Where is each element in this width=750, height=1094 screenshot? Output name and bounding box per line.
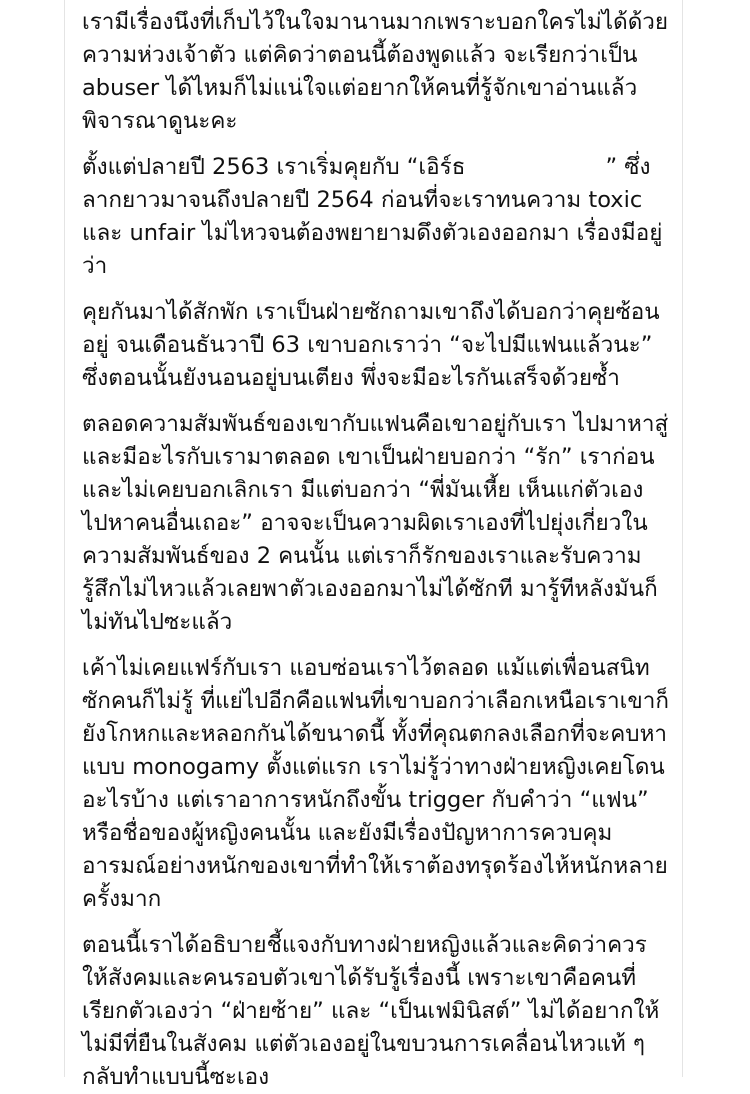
paragraph-2-end: ” ซึ่งลากยาวมาจนถึงปลายปี 2564 ก่อนที่จะเราทนความ toxic และ unfair ไม่ไหวจนต้องพยายามดึงตัวเองออกมา เรื่องมีอยู่ว่า bbox=[82, 154, 663, 279]
paragraph-2-start: ตั้งแต่ปลายปี 2563 เราเริ่มคุยกับ “เอิร์ธ bbox=[82, 154, 466, 180]
post-body bbox=[82, 6, 672, 1094]
right-border bbox=[682, 0, 683, 1077]
paragraph-4: ตลอดความสัมพันธ์ของเขากับแฟนคือเขาอยู่กับเรา ไปมาหาสู่และมีอะไรกับเรามาตลอด เขาเป็นฝ่ายบอกว่า “รัก” เราก่อนและไม่เคยบอกเลิกเรา มีแต่บอกว่า “พี่มันเหี้ย เห็นแก่ตัวเอง ไปหาคนอื่นเถอะ” อาจจะเป็นความผิดเราเองที่ไปยุ่งเกี่ยวในความสัมพันธ์ของ 2 คนนั้น แต่เราก็รักของเราและรับความรู้สึกไม่ไหวแล้วเลยพาตัวเองออกมาไม่ได้ซักที มารู้ทีหลังมันก็ไม่ทันไปซะแล้ว bbox=[82, 411, 669, 635]
paragraph-1: เรามีเรื่องนึงที่เก็บไว้ในใจมานานมากเพราะบอกใครไม่ได้ด้วยความห่วงเจ้าตัว แต่คิดว่าตอนนี้ต้องพูดแล้ว จะเรียกว่าเป็น abuser ได้ไหมก็ไม่แน่ใจแต่อยากให้คนที่รู้จักเขาอ่านแล้วพิจารณาดูนะคะ bbox=[82, 9, 669, 134]
paragraph-5: เค้าไม่เคยแฟร์กับเรา แอบซ่อนเราไว้ตลอด แม้แต่เพื่อนสนิทซักคนก็ไม่รู้ ที่แย่ไปอีกคือแฟนที่เขาบอกว่าเลือกเหนือเราเขาก็ยังโกหกและหลอกกันได้ขนาดนี้ ทั้งที่คุณตกลงเลือกที่จะคบหาแบบ monogamy ตั้งแต่แรก เราไม่รู้ว่าทางฝ่ายหญิงเคยโดนอะไรบ้าง แต่เราอาการหนักถึงขั้น trigger กับคำว่า “แฟน” หรือชื่อของผู้หญิงคนนั้น และยังมีเรื่องปัญหาการควบคุมอารมณ์อย่างหนักของเขาที่ทำให้เราต้องทรุดร้องไห้หนักหลายครั้งมาก bbox=[82, 655, 669, 912]
paragraph-6: ตอนนี้เราได้อธิบายชี้แจงกับทางฝ่ายหญิงแล้วและคิดว่าควรให้สังคมและคนรอบตัวเขาได้รับรู้เรื่องนี้ เพราะเขาคือคนที่เรียกตัวเองว่า “ฝ่ายซ้าย” และ “เป็นเฟมินิสต์” ไม่ได้อยากให้ไม่มีที่ยืนในสังคม แต่ตัวเองอยู่ในขบวนการเคลื่อนไหวแท้ ๆ กลับทำแบบนี้ซะเอง bbox=[82, 932, 660, 1090]
paragraph-2 bbox=[82, 151, 672, 283]
redacted-name bbox=[465, 156, 605, 179]
left-border bbox=[64, 0, 65, 1077]
paragraph-3: คุยกันมาได้สักพัก เราเป็นฝ่ายซักถามเขาถึงได้บอกว่าคุยซ้อนอยู่ จนเดือนธันวาปี 63 เขาบอกเราว่า “จะไปมีแฟนแล้วนะ” ซึ่งตอนนั้นยังนอนอยู่บนเตียง พึ่งจะมีอะไรกันเสร็จด้วยซ้ำ bbox=[82, 299, 660, 391]
